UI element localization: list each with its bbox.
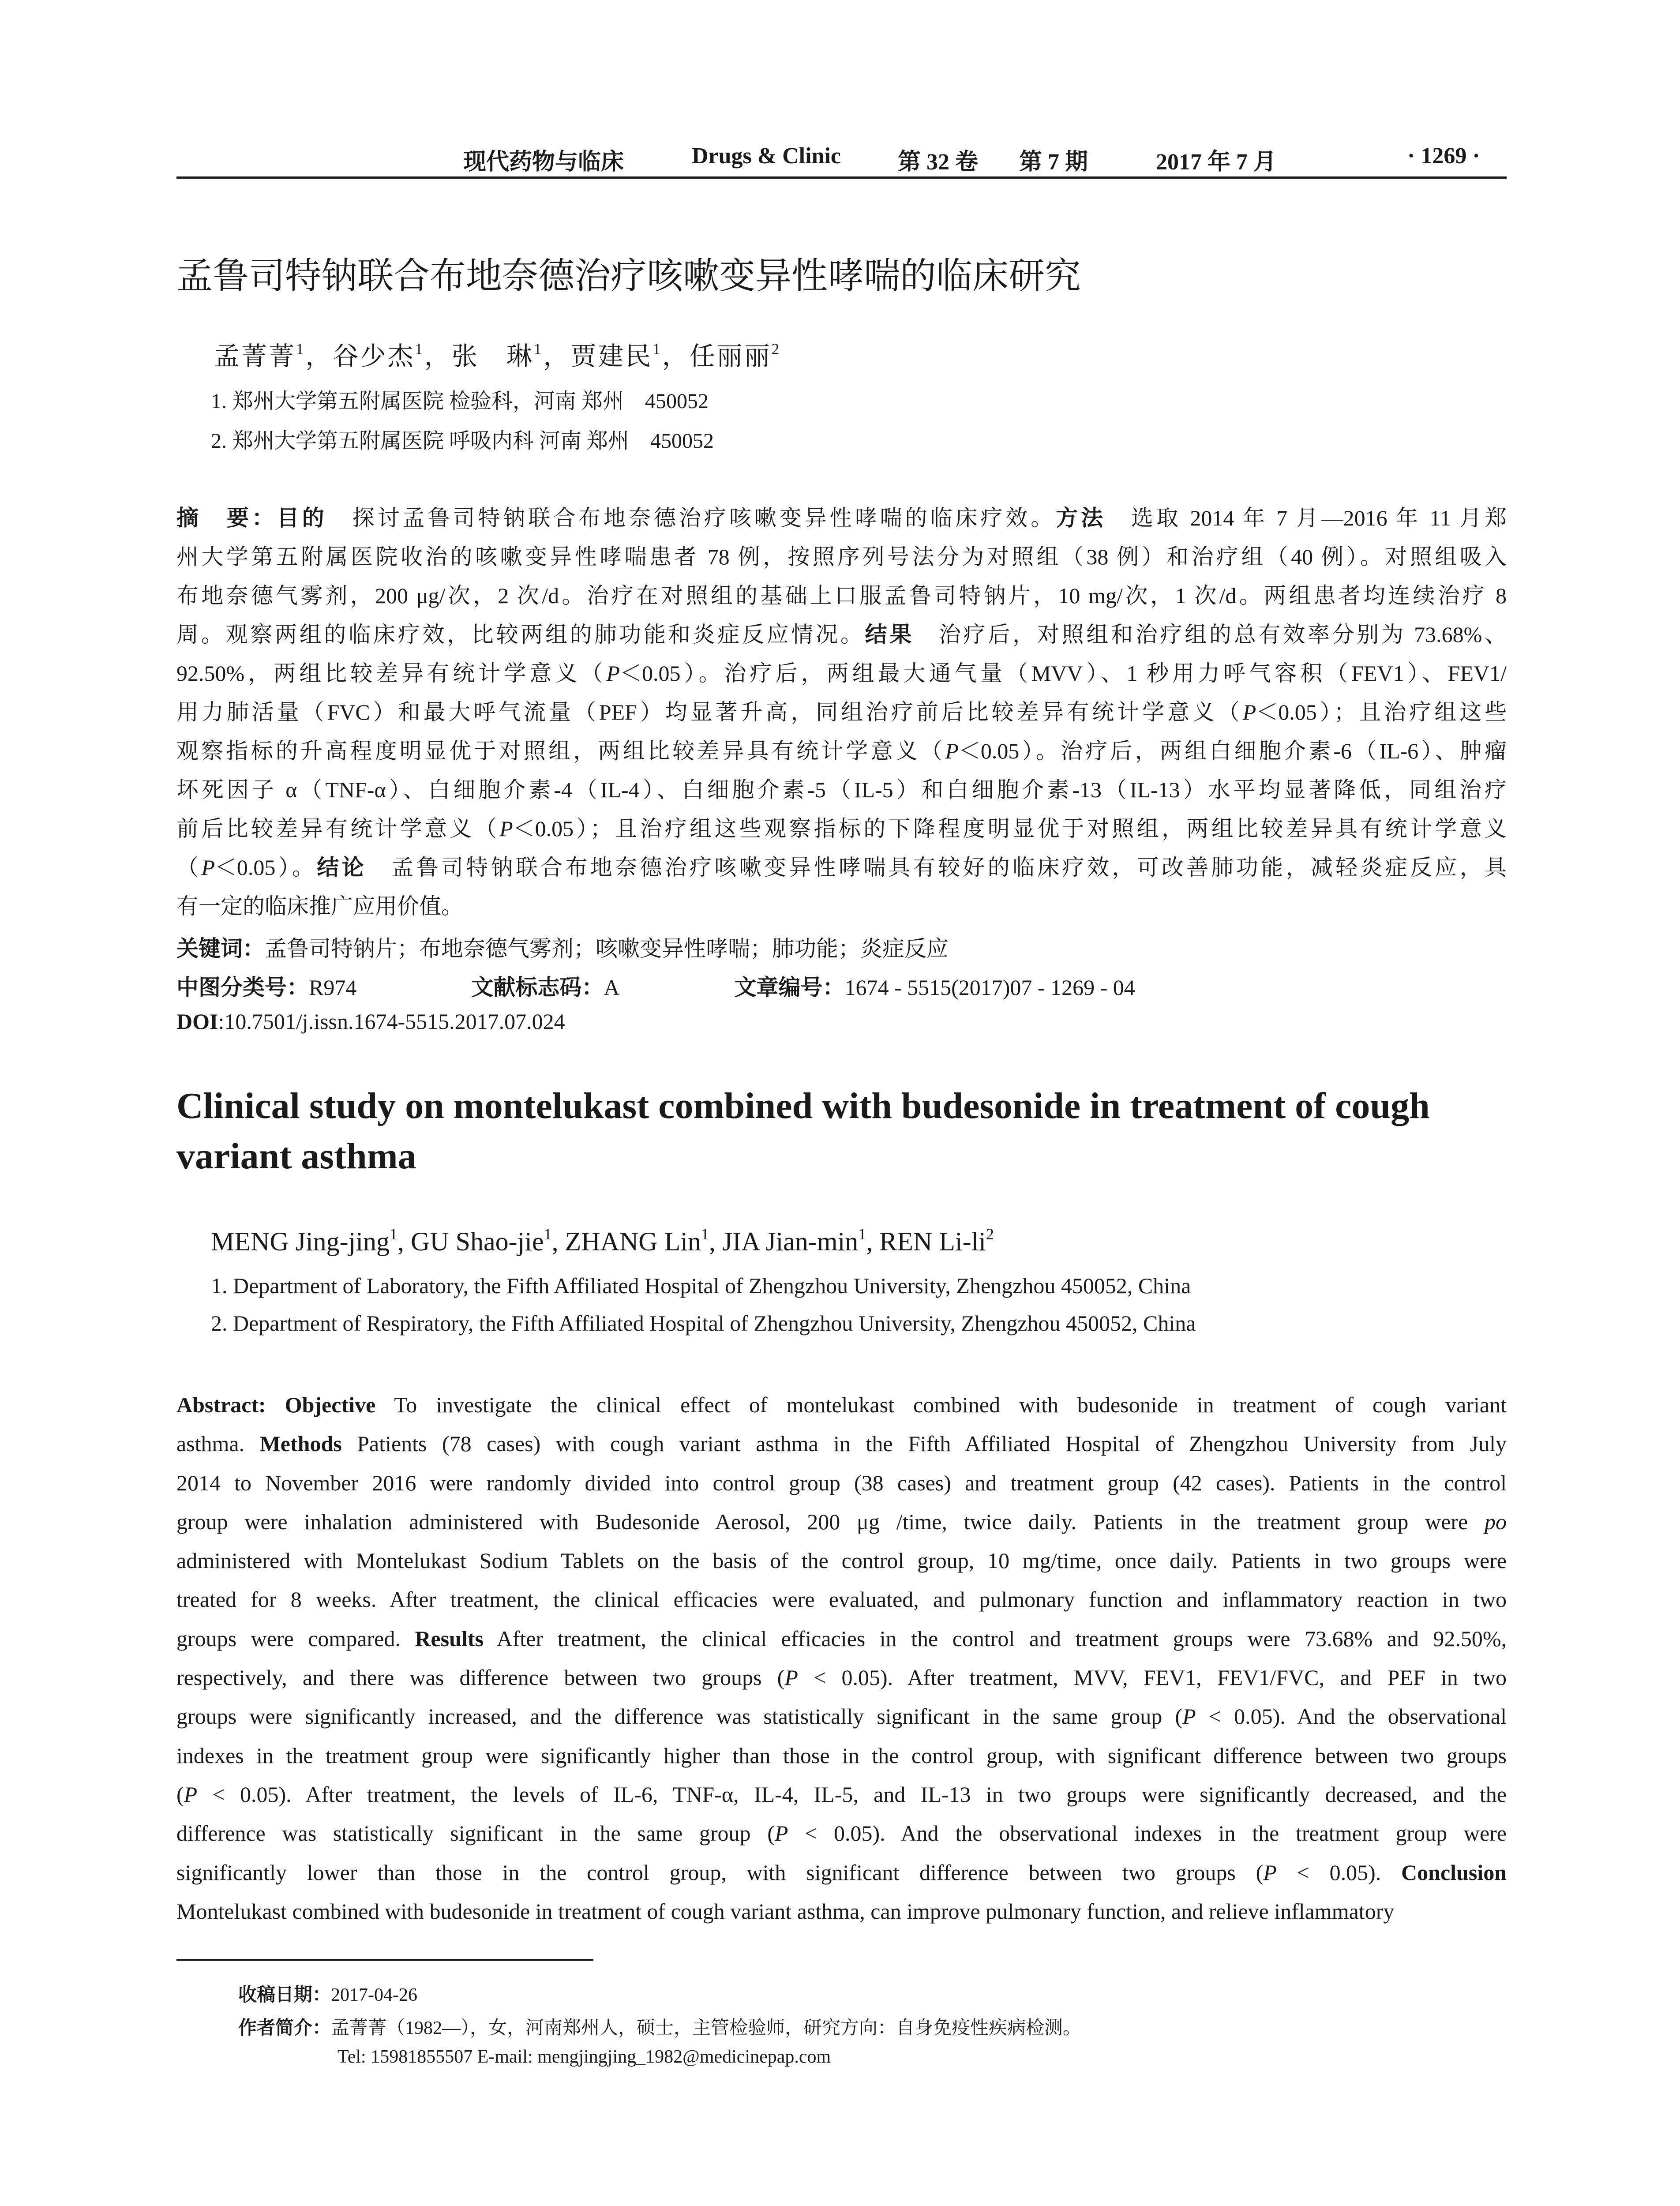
en-abstract-text: < 0.05). After treatment, the levels of IL-6, TNF-α, IL-4, IL-5, and IL-13 in two groups were significantly decreased, and the	[197, 1782, 1507, 1807]
clc-label: 中图分类号：	[176, 975, 309, 1000]
cn-italic-term: P	[201, 855, 215, 880]
en-abstract-text: < 0.05). And the observational	[1196, 1704, 1507, 1729]
en-abstract-line	[176, 1860, 1507, 1898]
doi-value: :10.7501/j.issn.1674-5515.2017.07.024	[218, 1009, 565, 1034]
en-abstract-line	[176, 1548, 1507, 1587]
received-date: 2017-04-26	[331, 1985, 417, 2005]
cn-abstract-text: （	[176, 855, 202, 880]
cn-section-heading: 目的	[277, 505, 327, 531]
cn-abstract-text: 州大学第五附属医院收治的咳嗽变异性哮喘患者 78 例，按照序列号法分为对照组（38 例）和治疗组（40 例）。对照组吸入	[176, 544, 1507, 569]
en-abstract-line	[176, 1470, 1507, 1509]
cn-abstract-line	[176, 537, 1507, 576]
authors-en: MENG Jing-jing$^1$, GU Shao-jie$^1$, ZHANG Lin$^1$, JIA Jian-$\min^1$, REN $Li-li^2$	[211, 1225, 994, 1256]
cn-abstract-line	[176, 770, 1507, 809]
cn-abstract-text: 用力肺活量（FVC）和最大呼气流量（PEF）均显著升高，同组治疗前后比较差异有统计学意义（	[176, 700, 1243, 724]
en-abstract-text: Patients (78 cases) with cough variant asthma in the Fifth Affiliated Hospital of Zhengzhou University from July	[341, 1431, 1507, 1456]
title-en: Clinical study on montelukast combined with budesonide in treatment of cough variant asthma	[176, 1085, 1430, 1177]
en-abstract-text: To investigate the clinical effect of montelukast combined with budesonide in treatment of cough variant	[375, 1392, 1507, 1417]
en-abstract-line	[176, 1820, 1507, 1859]
cn-author-affiliation-mark: 1	[533, 340, 544, 358]
cn-author-affiliation-mark: 1	[296, 340, 306, 358]
cn-abstract-text: 布地奈德气雾剂，200 μg/次，2 次/d。治疗在对照组的基础上口服孟鲁司特钠片，10 mg/次，1 次/d。两组患者均连续治疗 8	[176, 583, 1507, 608]
cn-abstract-line	[176, 576, 1507, 615]
en-author-affiliation-mark: 1	[701, 1225, 709, 1243]
authors-cn: 孟菁菁$^1$，谷少杰$^1$，张 琳$^1$，贾建民$^1$，任丽丽$^2$	[214, 340, 781, 371]
affiliation-cn-2: 2. 郑州大学第五附属医院 呼吸内科 河南 郑州 450052	[211, 429, 714, 453]
cn-section-heading: 结果	[865, 622, 915, 647]
en-abstract-text: groups were significantly increased, and the difference was statistically significant in the same group (	[176, 1704, 1183, 1729]
cn-abstract-text: 孟鲁司特钠联合布地奈德治疗咳嗽变异性哮喘具有较好的临床疗效，可改善肺功能，减轻炎症反应，具	[366, 855, 1507, 880]
abstract-en	[176, 1392, 1507, 1937]
en-abstract-text: groups were compared.	[176, 1626, 415, 1651]
cn-abstract-line	[176, 615, 1507, 654]
cn-abstract-line	[176, 809, 1507, 848]
cn-section-heading: 方法	[1056, 505, 1106, 531]
en-abstract-text: treated for 8 weeks. After treatment, the clinical efficacies were evaluated, and pulmonary function and inflammatory reaction in two	[176, 1587, 1507, 1612]
page-number: · 1269 ·	[1407, 143, 1480, 169]
en-abstract-text: administered with Montelukast Sodium Tablets on the basis of the control group, 10 mg/time, once daily. Patients in two groups were	[176, 1548, 1507, 1573]
en-italic-term: P	[1263, 1860, 1277, 1885]
cn-author-name: 贾建民	[570, 342, 653, 371]
doc-code-value: A	[604, 975, 620, 1000]
affiliation-en-2: 2. Department of Respiratory, the Fifth Affiliated Hospital of Zhengzhou University, Zhengzhou 450052, China	[211, 1311, 1196, 1336]
en-italic-term: P	[774, 1821, 788, 1846]
en-author-affiliation-mark: 1	[858, 1225, 866, 1243]
en-abstract-text: < 0.05).	[1276, 1860, 1402, 1885]
en-italic-term: P	[784, 1665, 798, 1690]
footnote-contact: Tel: 15981855507 E-mail: mengjingjing_1982@medicinepap.com	[338, 2047, 831, 2067]
en-author-name: JIA Jian-min	[722, 1227, 859, 1256]
cn-author-affiliation-mark: 1	[415, 340, 424, 358]
en-section-heading: Conclusion	[1401, 1860, 1507, 1885]
footnote-author	[238, 2013, 1081, 2040]
cn-abstract-text: 治疗后，对照组和治疗组的总有效率分别为 73.68%、	[914, 622, 1507, 647]
cn-abstract-line	[176, 732, 1507, 770]
journal-name-cn: 现代药物与临床	[463, 150, 624, 175]
en-abstract-text: asthma.	[176, 1431, 260, 1456]
footnote-received	[238, 1980, 417, 2007]
cn-abstract-line	[176, 499, 1507, 537]
doc-code-label: 文献标志码：	[471, 975, 604, 1000]
en-section-heading: Methods	[259, 1431, 342, 1456]
cn-italic-term: P	[945, 739, 959, 763]
cn-abstract-text: 92.50%，两组比较差异有统计学意义（	[176, 661, 607, 686]
en-abstract-text: Montelukast combined with budesonide in treatment of cough variant asthma, can improve pulmonary function, and relieve inflammatory	[176, 1898, 1395, 1924]
issue: 第 7 期	[1019, 150, 1088, 175]
en-abstract-line	[176, 1392, 1507, 1431]
en-author-name: REN Li-li	[879, 1227, 986, 1256]
cn-abstract-line	[176, 848, 1507, 887]
en-author-affiliation-mark: 1	[544, 1225, 552, 1243]
cn-author-name: 任丽丽	[689, 342, 772, 371]
received-label: 收稿日期：	[238, 1984, 331, 2005]
en-abstract-text: indexes in the treatment group were significantly higher than those in the control group, with significant difference between two groups	[176, 1743, 1507, 1768]
en-abstract-line	[176, 1782, 1507, 1820]
en-section-heading: Abstract: Objective	[176, 1392, 376, 1417]
cn-section-heading: 结论	[317, 855, 367, 880]
article-number-label: 文章编号：	[734, 975, 845, 1000]
cn-abstract-text: 选取 2014 年 7 月—2016 年 11 月郑	[1106, 506, 1507, 530]
en-author-name: ZHANG Lin	[565, 1227, 701, 1256]
doi-label: DOI	[176, 1009, 218, 1034]
cn-abstract-line	[176, 887, 1507, 926]
cn-abstract-text: 有一定的临床推广应用价值。	[176, 894, 463, 919]
cn-abstract-text: 前后比较差异有统计学意义（	[176, 816, 500, 841]
cn-abstract-text: ＜0.05）。	[214, 855, 317, 880]
en-author-name: GU Shao-jie	[411, 1227, 544, 1256]
affiliation-cn-1: 1. 郑州大学第五附属医院 检验科，河南 郑州 450052	[211, 390, 709, 413]
volume: 第 32 卷	[898, 150, 979, 175]
en-italic-term: po	[1485, 1509, 1507, 1534]
en-abstract-text: (	[176, 1782, 184, 1807]
cn-author-affiliation-mark: 2	[771, 340, 781, 358]
en-abstract-line	[176, 1665, 1507, 1703]
classification-line	[176, 970, 1135, 1002]
footnote-rule	[176, 1959, 593, 1961]
cn-abstract-text: ＜0.05）；且治疗组这些观察指标的下降程度明显优于对照组，两组比较差异具有统计学意义	[513, 816, 1507, 841]
en-abstract-line	[176, 1587, 1507, 1625]
cn-abstract-text: 观察指标的升高程度明显优于对照组，两组比较差异具有统计学意义（	[176, 739, 945, 763]
en-italic-term: P	[1182, 1704, 1196, 1729]
clc-value: R974	[309, 975, 357, 1000]
en-abstract-line	[176, 1703, 1507, 1742]
en-abstract-text: significantly lower than those in the control group, with significant difference between two groups (	[176, 1860, 1264, 1885]
en-italic-term: P	[184, 1782, 198, 1807]
cn-abstract-text: 坏死因子 α（TNF-α）、白细胞介素-4（IL-4）、白细胞介素-5（IL-5）和白细胞介素-13（IL-13）水平均显著降低，同组治疗	[176, 777, 1507, 802]
cn-italic-term: P	[499, 816, 513, 841]
cn-italic-term: P	[606, 661, 620, 686]
cn-author-name: 孟菁菁	[214, 342, 296, 371]
cn-italic-term: P	[1242, 700, 1256, 724]
en-abstract-text: difference was statistically significant in the same group (	[176, 1821, 775, 1846]
cn-author-affiliation-mark: 1	[652, 340, 662, 358]
en-abstract-line	[176, 1898, 1507, 1937]
en-abstract-text: respectively, and there was difference between two groups (	[176, 1665, 785, 1690]
en-abstract-text: group were inhalation administered with Budesonide Aerosol, 200 μg /time, twice daily. Patients in the treatment group were	[176, 1509, 1485, 1534]
author-bio: 孟菁菁（1982—），女，河南郑州人，硕士，主管检验师，研究方向：自身免疫性疾病检测。	[331, 2018, 1082, 2038]
en-author-name: MENG Jing-jing	[211, 1227, 390, 1256]
cn-abstract-text: 探讨孟鲁司特钠联合布地奈德治疗咳嗽变异性哮喘的临床疗效。	[327, 506, 1056, 530]
en-section-heading: Results	[415, 1626, 484, 1651]
en-author-affiliation-mark: 1	[390, 1225, 398, 1243]
affiliation-en-1: 1. Department of Laboratory, the Fifth Affiliated Hospital of Zhengzhou University, Zhengzhou 450052, China	[211, 1273, 1191, 1298]
running-header	[176, 140, 1507, 179]
cn-abstract-text: ＜0.05）；且治疗组这些	[1256, 700, 1507, 724]
cn-author-name: 谷少杰	[333, 342, 415, 371]
en-abstract-text: 2014 to November 2016 were randomly divided into control group (38 cases) and treatment group (42 cases). Patients in the control	[176, 1470, 1507, 1495]
article-number-value: 1674 - 5515(2017)07 - 1269 - 04	[844, 975, 1135, 1000]
en-abstract-text: < 0.05). And the observational indexes in the treatment group were	[788, 1821, 1507, 1846]
cn-abstract-line	[176, 654, 1507, 693]
cn-abstract-text: 周。观察两组的临床疗效，比较两组的肺功能和炎症反应情况。	[176, 622, 865, 647]
keywords-value: 孟鲁司特钠片；布地奈德气雾剂；咳嗽变异性哮喘；肺功能；炎症反应	[265, 936, 949, 961]
cn-abstract-text: ＜0.05）。治疗后，两组最大通气量（MVV）、1 秒用力呼气容积（FEV1）、FEV1/	[619, 661, 1507, 686]
cn-abstract-line	[176, 693, 1507, 732]
keywords-label: 关键词：	[176, 936, 265, 961]
en-author-affiliation-mark: 2	[986, 1225, 994, 1243]
en-abstract-line	[176, 1509, 1507, 1548]
title-cn: 孟鲁司特钠联合布地奈德治疗咳嗽变异性哮喘的临床研究	[176, 255, 1081, 297]
en-abstract-line	[176, 1626, 1507, 1665]
cn-abstract-label: 摘 要：	[176, 505, 277, 531]
en-abstract-text: After treatment, the clinical efficacies in the control and treatment groups were 73.68% and 92.50%,	[483, 1626, 1507, 1651]
author-bio-label: 作者简介：	[238, 2017, 331, 2038]
en-abstract-line	[176, 1743, 1507, 1782]
cn-author-name: 张 琳	[451, 342, 534, 371]
keywords-cn	[176, 931, 949, 963]
abstract-cn	[176, 499, 1507, 926]
en-abstract-text: < 0.05). After treatment, MVV, FEV1, FEV1/FVC, and PEF in two	[798, 1665, 1507, 1690]
doi-line	[176, 1009, 565, 1034]
en-abstract-line	[176, 1431, 1507, 1470]
cn-abstract-text: ＜0.05）。治疗后，两组白细胞介素-6（IL-6）、肿瘤	[958, 739, 1507, 763]
journal-name-en: Drugs & Clinic	[692, 143, 841, 169]
issue-date: 2017 年 7 月	[1156, 150, 1277, 175]
